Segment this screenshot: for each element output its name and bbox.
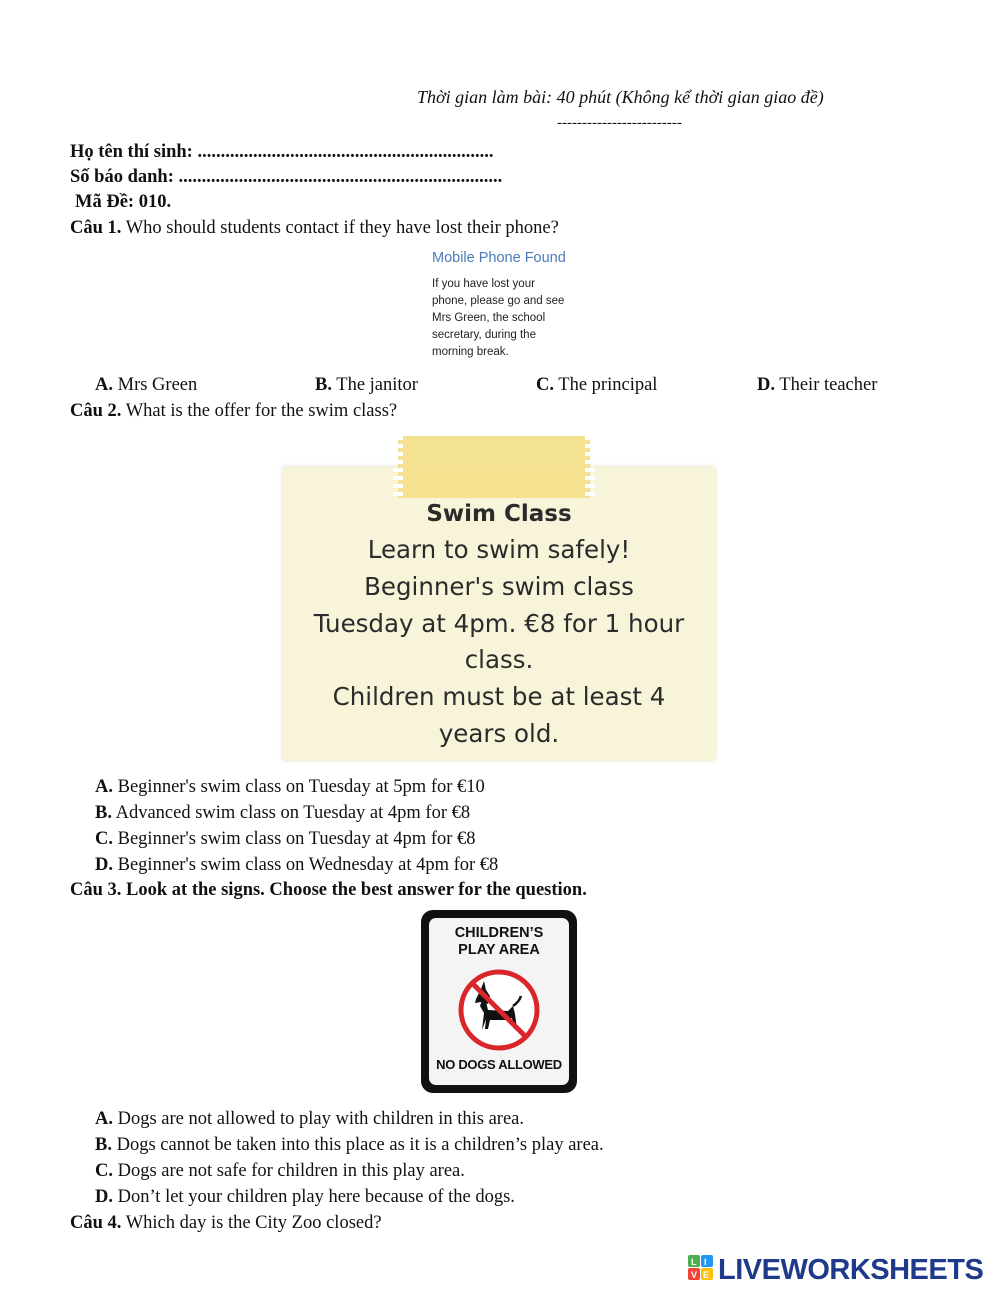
tape-edge [585, 436, 595, 498]
notice-line: Mrs Green, the school [432, 312, 546, 324]
option-label: C. [95, 829, 113, 849]
notice-body [432, 276, 582, 361]
candidate-name-field: Họ tên thí sinh: ................................................................ [70, 142, 494, 162]
option-label: D. [95, 855, 113, 875]
svg-text:L: L [691, 1256, 697, 1267]
time-note: Thời gian làm bài: 40 phút (Không kể thời gian giao đề) [417, 87, 824, 107]
option-label: B. [95, 1135, 112, 1155]
option-text: The janitor [336, 375, 418, 395]
sign-footer: NO DOGS ALLOWED [436, 1057, 562, 1072]
poster-line: Beginner's swim class [364, 571, 634, 601]
option-text: Dogs are not allowed to play with children in this area. [117, 1109, 525, 1129]
brand-name: LIVEWORKSHEETS [718, 1253, 984, 1286]
question-1 [70, 217, 559, 239]
option-label: D. [95, 1187, 113, 1207]
svg-text:V: V [691, 1269, 698, 1280]
question-number: Câu 1. [70, 218, 122, 238]
notice-line: If you have lost your [432, 278, 535, 290]
option-text: Beginner's swim class on Tuesday at 5pm for €10 [117, 777, 485, 797]
option-text: The principal [558, 375, 658, 395]
notice-title: Mobile Phone Found [432, 250, 566, 266]
option-label: A. [95, 777, 113, 797]
poster-line: years old. [438, 718, 560, 748]
option-a[interactable] [95, 1108, 524, 1130]
poster-line: class. [464, 645, 534, 675]
question-2 [70, 400, 397, 422]
option-c[interactable] [536, 374, 657, 396]
poster-line: Learn to swim safely! [367, 535, 631, 564]
header-divider: ------------------------- [557, 115, 682, 131]
svg-text:E: E [703, 1269, 710, 1280]
option-label: D. [757, 375, 775, 395]
notice-line: secretary, during the [432, 329, 536, 341]
poster-content [283, 496, 715, 753]
candidate-id-field: Số báo danh: ...................................................................... [70, 167, 503, 187]
option-d[interactable] [757, 374, 877, 396]
option-text: Beginner's swim class on Tuesday at 4pm for €8 [117, 829, 476, 849]
option-text: Dogs cannot be taken into this place as it is a children’s play area. [116, 1135, 604, 1155]
option-c[interactable] [95, 828, 476, 850]
option-label: B. [95, 803, 112, 823]
sign-heading-line: CHILDREN’S [454, 925, 544, 941]
sign-heading-line: PLAY AREA [458, 942, 540, 958]
svg-text:I: I [704, 1256, 707, 1267]
question-text: Which day is the City Zoo closed? [125, 1213, 382, 1233]
question-text: Who should students contact if they have lost their phone? [125, 218, 559, 238]
option-text: Advanced swim class on Tuesday at 4pm for €8 [115, 803, 471, 823]
liveworksheets-brand[interactable] [688, 1252, 983, 1288]
exam-code: Mã Đề: 010. [75, 192, 172, 212]
option-label: A. [95, 1109, 113, 1129]
option-b[interactable] [315, 374, 418, 396]
liveworksheets-logo-icon [688, 1254, 714, 1287]
option-d[interactable] [95, 854, 498, 876]
option-c[interactable] [95, 1160, 465, 1182]
option-b[interactable] [95, 802, 470, 824]
option-label: C. [95, 1161, 113, 1181]
notice-line: phone, please go and see [432, 295, 565, 307]
option-label: A. [95, 375, 113, 395]
option-text: Mrs Green [117, 375, 198, 395]
question-3 [70, 879, 587, 901]
option-text: Dogs are not safe for children in this play area. [117, 1161, 465, 1181]
option-a[interactable] [95, 374, 197, 396]
tape-decoration [398, 436, 590, 498]
option-text: Their teacher [779, 375, 878, 395]
option-label: C. [536, 375, 554, 395]
tape-edge [393, 436, 403, 498]
option-d[interactable] [95, 1186, 515, 1208]
poster-line: Children must be at least 4 [332, 682, 666, 712]
question-text: Look at the signs. Choose the best answer for the question. [126, 880, 587, 900]
option-label: B. [315, 375, 332, 395]
question-text: What is the offer for the swim class? [125, 401, 398, 421]
question-number: Câu 4. [70, 1213, 122, 1233]
sign-heading [421, 925, 577, 959]
mobile-phone-notice [432, 248, 582, 361]
option-text: Don’t let your children play here because of the dogs. [117, 1187, 515, 1207]
option-a[interactable] [95, 776, 485, 798]
option-b[interactable] [95, 1134, 604, 1156]
no-dogs-icon [455, 966, 543, 1059]
option-text: Beginner's swim class on Wednesday at 4pm for €8 [117, 855, 499, 875]
notice-line: morning break. [432, 346, 509, 358]
poster-title: Swim Class [426, 501, 572, 527]
question-number: Câu 2. [70, 401, 122, 421]
poster-line: Tuesday at 4pm. €8 for 1 hour [313, 608, 685, 638]
question-number: Câu 3. [70, 880, 122, 900]
question-4 [70, 1212, 382, 1234]
